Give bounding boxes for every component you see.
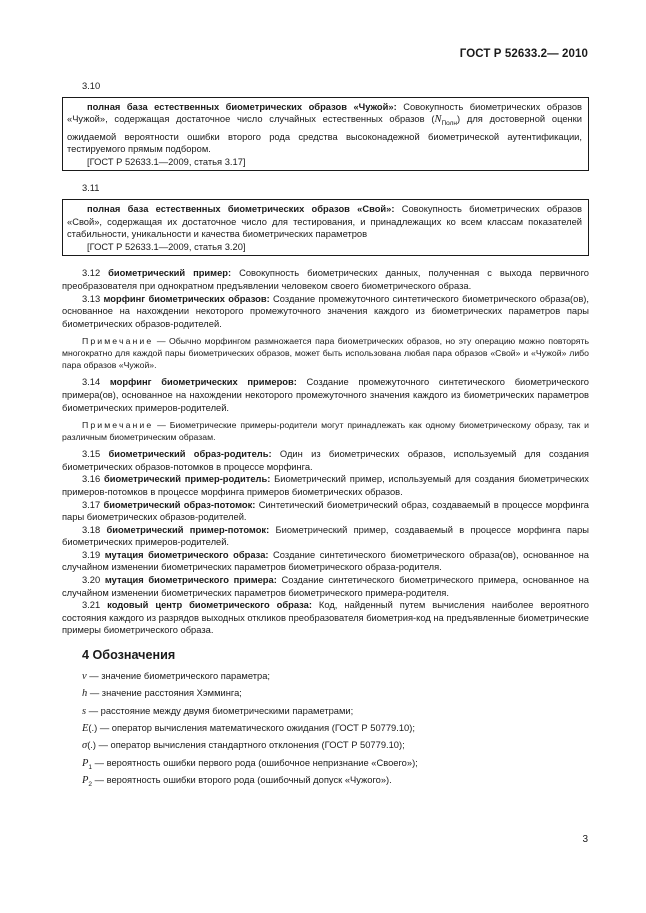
definition: Синтетический биометрический образ, создаваемый в процессе морфинга пары биометрических образов-родителей.: [62, 499, 589, 523]
term: полная база естественных биометрических образов «Чужой»:: [87, 101, 397, 112]
entry-number: 3.15: [82, 449, 109, 460]
term: биометрический пример:: [108, 268, 232, 279]
source-reference: [ГОСТ Р 52633.1—2009, статья 3.17]: [87, 156, 246, 167]
symbol: σ: [82, 740, 88, 752]
term-definition: [67, 101, 582, 156]
symbol-item: [82, 774, 589, 791]
term: биометрический образ-потомок:: [103, 499, 256, 510]
term-box-3-11: [62, 199, 589, 256]
term-definition: [67, 203, 582, 241]
definition: Один из биометрических образов, используемый для создания биометрических образов-потомков в процессе морфинга.: [62, 449, 589, 472]
definition: Совокупность биометрических образов «Свой», содержащая их достаточное число для тестирования, и принадлежащих ко всем классам показателей стабильности, уникальности и качества биометрических параметров: [67, 204, 582, 240]
entry-number: 3.20: [82, 575, 105, 586]
symbol-item: [82, 705, 589, 722]
section-title: 4 Обозначения: [82, 648, 176, 663]
note-label: Примечание: [82, 336, 154, 347]
symbol-item: [82, 722, 589, 739]
symbol-item: [82, 739, 589, 756]
term: биометрический образ-родитель:: [108, 449, 272, 460]
term: биометрический пример-родитель:: [104, 474, 271, 485]
symbol: P: [82, 775, 89, 787]
entry-3-21: [62, 599, 589, 637]
definition: Код, найденный путем вычисления наиболее вероятного состояния каждого из разрядов выходных откликов преобразователя биометрия-код на предъявленные биометрические примеры биометрического образа.: [62, 600, 589, 636]
definition: Создание промежуточного синтетического биометрического образа(ов), основанное на нахождении некоторого промежуточного значения каждого из биометрических параметров пары биометрических образов-родителей.: [62, 293, 589, 329]
symbol-subscript: Полн: [441, 120, 457, 128]
entry-number: 3.12: [82, 268, 109, 279]
entry-number: 3.17: [82, 499, 104, 510]
symbol-subscript: 1: [88, 763, 93, 771]
document-body: [62, 80, 589, 792]
symbol: h: [82, 688, 88, 700]
symbol-description: — расстояние между двумя биометрическими параметрами;: [86, 705, 354, 716]
note: [62, 419, 589, 443]
term: полная база естественных биометрических образов «Свой»:: [87, 204, 395, 215]
definition-part: ) для достоверной оценки ожидаемой вероятности ошибки второго рода средства высоконадежной биометрической аутентификации, тестируемого прямым подбором.: [67, 114, 582, 155]
entry-number: 3.14: [82, 377, 110, 388]
symbol-description: — вероятность ошибки первого рода (ошибочное непризнание «Своего»);: [92, 757, 418, 768]
symbol-description: (.) — оператор вычисления стандартного отклонения (ГОСТ Р 50779.10);: [87, 740, 405, 751]
symbol-description: — вероятность ошибки второго рода (ошибочный допуск «Чужого»).: [92, 775, 392, 786]
definition: Биометрический пример, используемый для создания биометрических примеров-потомков в процессе морфинга примеров биометрических образов.: [62, 474, 589, 497]
symbol-description: — значение биометрического параметра;: [86, 670, 271, 681]
entry-3-12: [62, 267, 589, 292]
entry-3-16: [62, 473, 589, 498]
entry-3-20: [62, 574, 589, 599]
term: биометрический пример-потомок:: [106, 524, 270, 535]
definition: Совокупность биометрических данных, полученная с выхода первичного преобразователя при однократном предъявлении человеком своего биометрического образа.: [62, 268, 589, 291]
entry-3-17: [62, 499, 589, 524]
note-label: Примечание: [82, 420, 154, 431]
term: кодовый центр биометрического образа:: [107, 600, 312, 611]
symbol-item: [82, 757, 589, 774]
symbol-item: [82, 687, 589, 704]
entry-number: 3.21: [82, 600, 108, 611]
symbol-item: [82, 670, 589, 687]
page-number: 3: [582, 834, 588, 845]
entry-number: 3.11: [82, 183, 100, 194]
symbol-description: — значение расстояния Хэмминга;: [87, 688, 242, 699]
symbol-description: (.) — оператор вычисления математического ожидания (ГОСТ Р 50779.10);: [88, 723, 415, 733]
symbols-list: [62, 670, 589, 792]
entry-3-18: [62, 524, 589, 549]
note-text: — Биометрические примеры-родители могут принадлежать как одному биометрическому образу, так и различным биометрическим образам.: [62, 420, 589, 443]
symbol: P: [82, 757, 89, 769]
note-text: — Обычно морфингом размножается пара биометрических образов, но эту операцию можно повторять многократно для каждой пары биометрических образов, может быть использована любая пара образов «Свой» и «Чужой» либо пара образов «Чужой».: [62, 336, 589, 371]
entry-3-14: [62, 376, 589, 414]
symbol: N: [434, 114, 442, 126]
source-reference: [ГОСТ Р 52633.1—2009, статья 3.20]: [87, 241, 246, 252]
entry-3-15: [62, 448, 589, 473]
entry-3-19: [62, 549, 589, 574]
symbol-subscript: 2: [88, 781, 93, 789]
definition: Создание синтетического биометрического образа(ов), основанное на случайном изменении биометрических параметров биометрического образа-родителя.: [62, 549, 589, 573]
term-box-3-10: [62, 97, 589, 172]
entry-number: 3.16: [82, 474, 104, 485]
definition: Создание промежуточного синтетического биометрического примера(ов), основанное на нахождении некоторого промежуточного значения каждого из биометрических параметров биометрических примеров-родителей.: [62, 377, 589, 413]
entry-number: 3.18: [82, 524, 107, 535]
term: мутация биометрического примера:: [104, 575, 277, 586]
symbol: E: [82, 723, 89, 734]
entry-number: 3.10: [82, 81, 101, 91]
definition: Создание синтетического биометрического примера, основанное на случайном изменении биометрических параметров биометрического примера-родителя.: [62, 575, 589, 598]
symbol: s: [82, 705, 87, 717]
note: [62, 335, 589, 371]
term: мутация биометрического образа:: [104, 549, 269, 560]
term: морфинг биометрических примеров:: [109, 377, 297, 388]
symbol: ν: [82, 670, 87, 682]
document-header: ГОСТ Р 52633.2— 2010: [459, 48, 588, 60]
entry-number: 3.13: [82, 293, 104, 304]
definition-part: Совокупность биометрических образов «Чужой», содержащая достаточное число случайных естественных образов (: [67, 101, 582, 125]
entry-number: 3.19: [82, 549, 105, 560]
term: морфинг биометрических образов:: [103, 293, 270, 304]
definition: Биометрический пример, создаваемый в процессе морфинга пары биометрических примеров-родителей.: [62, 524, 590, 548]
entry-3-13: [62, 293, 589, 331]
